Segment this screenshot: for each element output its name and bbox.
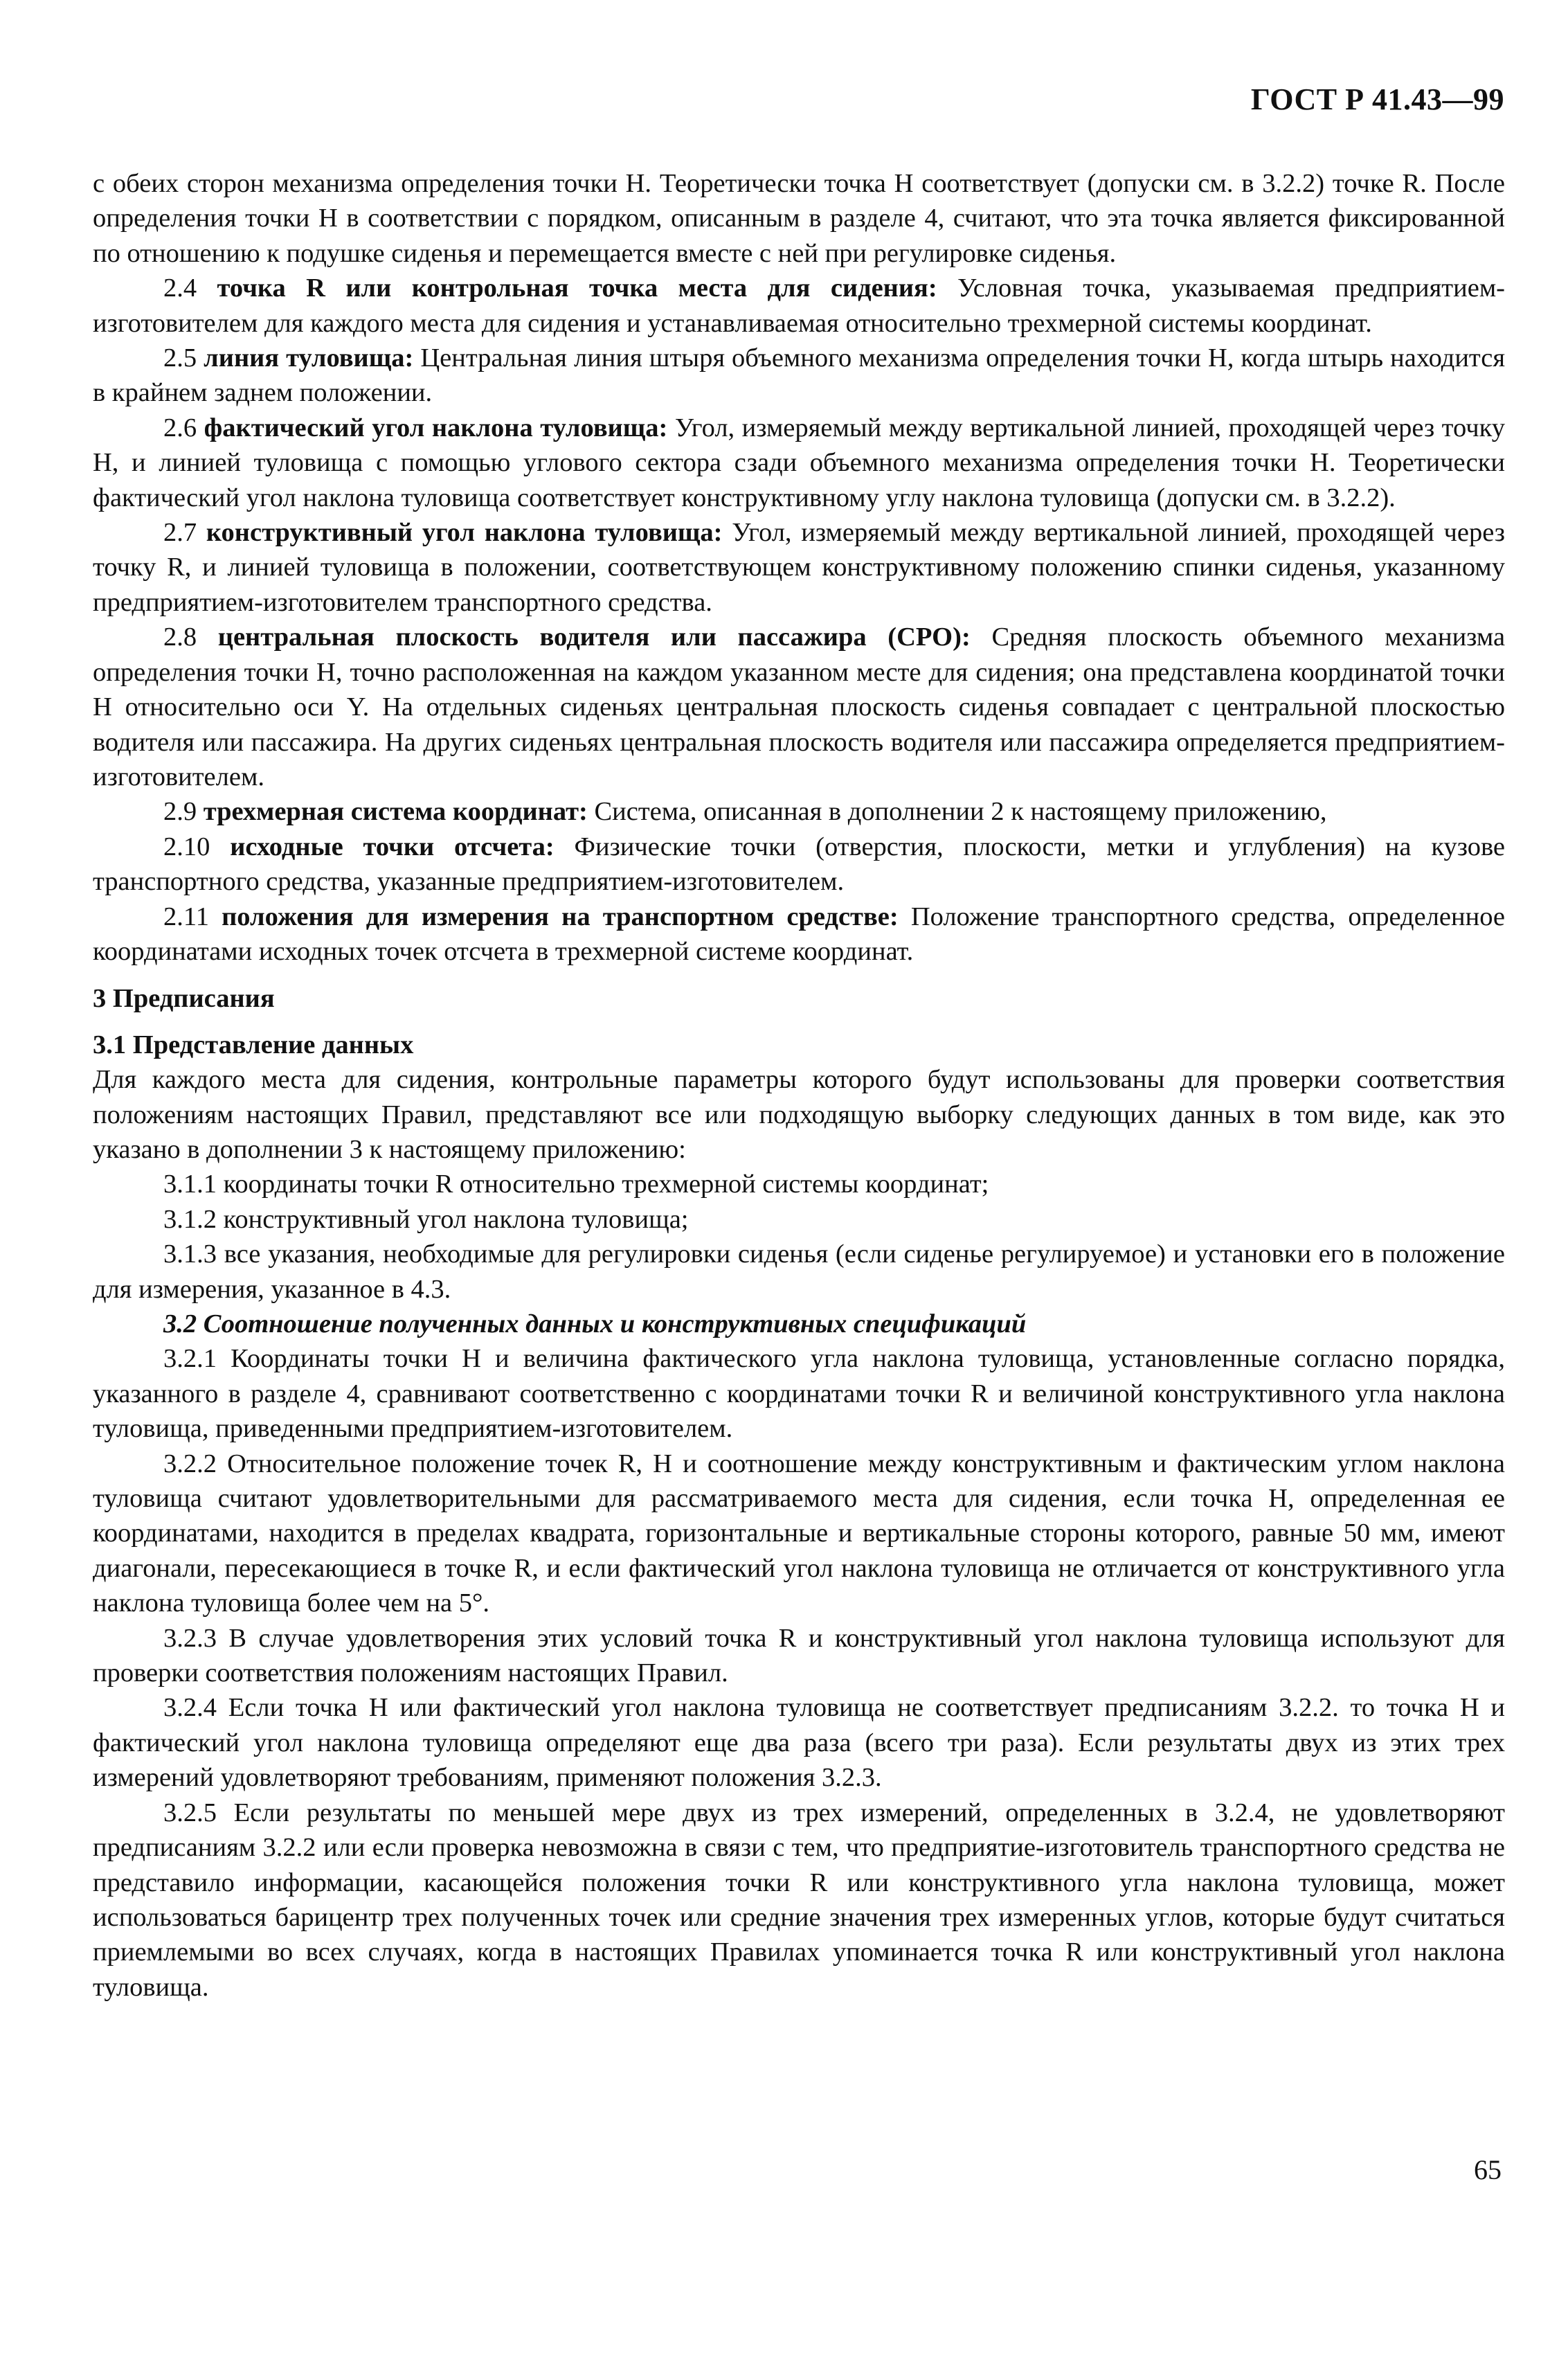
defined-term: линия туловища: [204,343,414,373]
list-item-3-1-1: 3.1.1 координаты точки R относительно трехмерной системы координат; [163,1170,989,1199]
definition-2-5 [93,341,1505,411]
definition-text: Условная точка, указываемая предприятием-изготовителем для каждого места для сидения и устанавливаемая относительно трехмерной системы координат. [93,274,1506,338]
clause-number: 2.7 [163,518,197,548]
clause-number: 2.11 [163,902,209,931]
document-header: ГОСТ Р 41.43—99 [1250,82,1504,116]
clause-number: 2.8 [163,623,197,652]
defined-term: исходные точки отсчета: [230,832,555,861]
clause-number: 2.4 [163,274,197,303]
subsection-heading-3-2: 3.2 Соотношение полученных данных и конструктивных спецификаций [163,1309,1027,1338]
clause-number: 2.10 [163,832,210,861]
list-item-3-1-3: 3.1.3 все указания, необходимые для регулировки сиденья (если сиденье регулируемое) и установки его в положение для измерения, указанное в 4.3. [93,1239,1505,1304]
paragraph-3-2-1: 3.2.1 Координаты точки H и величина фактического угла наклона туловища, установленные согласно порядка, указанного в разделе 4, сравнивают соответственно с координатами точки R и величиной конструктивного угла наклона туловища, приведенными предприятием-изготовителем. [93,1344,1505,1444]
paragraph-3-1: Для каждого места для сидения, контрольные параметры которого будут использованы для проверки соответствия положениям настоящих Правил, представляют все или подходящую выборку следующих данных в том виде, как это указано в дополнении 3 к настоящему приложению: [93,1065,1505,1164]
defined-term: точка R или контрольная точка места для сидения: [217,274,937,303]
clause-number: 2.5 [163,343,197,373]
definition-2-7 [93,515,1505,620]
definition-2-8 [93,620,1505,794]
definition-text: Система, описанная в дополнении 2 к настоящему приложению, [594,797,1327,827]
definition-text: Угол, измеряемый между вертикальной линией, проходящей через точку R, и линией туловища в положении, соответствующем конструктивному положению спинки сиденья, указанному предприятием-изготовителем транспортного средства. [93,518,1506,617]
definition-2-11 [93,899,1505,969]
clause-number: 2.9 [163,797,197,827]
paragraph-3-2-2: 3.2.2 Относительное положение точек R, H и соотношение между конструктивным и фактическим углом наклона туловища считают удовлетворительными для рассматриваемого места для сидения, если точка H, определенная ее координатами, находится в пределах квадрата, горизонтальные и вертикальные стороны которого, равные 50 мм, имеют диагонали, пересекающиеся в точке R, и если фактический угол наклона туловища не отличается от конструктивного угла наклона туловища более чем на 5°. [93,1449,1505,1618]
definition-2-10 [93,830,1505,899]
defined-term: положения для измерения на транспортном средстве: [222,902,899,931]
document-body [93,166,1505,2005]
definition-text: Физические точки (отверстия, плоскости, метки и углубления) на кузове транспортного средства, указанные предприятием-изготовителем. [93,832,1505,897]
defined-term: фактический угол наклона туловища: [204,413,668,442]
paragraph-3-2-4: 3.2.4 Если точка H или фактический угол наклона туловища не соответствует предписаниям 3.2.2. то точка H и фактический угол наклона туловища определяют еще два раза (всего три раза). Если результаты двух из этих трех измерений удовлетворяют требованиям, применяют положения 3.2.3. [93,1693,1505,1793]
list-item-3-1-2: 3.1.2 конструктивный угол наклона туловища; [163,1204,689,1234]
clause-number: 2.6 [163,413,197,442]
definition-2-6 [93,411,1505,515]
definition-text: Угол, измеряемый между вертикальной линией, проходящей через точку H, и линией туловища с помощью углового сектора сзади объемного механизма определения точки H. Теоретически фактический угол наклона туловища соответствует конструктивному углу наклона туловища (допуски см. в 3.2.2). [93,413,1506,512]
definition-text: Центральная линия штыря объемного механизма определения точки H, когда штырь находится в крайнем заднем положении. [93,343,1506,408]
definition-2-4 [93,271,1505,341]
page-number: 65 [1474,2154,1502,2185]
defined-term: центральная плоскость водителя или пассажира (СРО): [217,623,971,652]
definition-text: Положение транспортного средства, определенное координатами исходных точек отсчета в трехмерной системе координат. [93,902,1506,966]
definition-text: Средняя плоскость объемного механизма определения точки H, точно расположенная на каждом указанном месте для сидения; она представлена координатой точки H относительно оси Y. На отдельных сиденьях центральная плоскость сиденья совпадает с центральной плоскостью водителя или пассажира. На других сиденьях центральная плоскость водителя или пассажира определяется предприятием-изготовителем. [93,623,1506,791]
paragraph-continuation: с обеих сторон механизма определения точки H. Теоретически точка H соответствует (допуски см. в 3.2.2) точке R. После определения точки H в соответствии с порядком, описанным в разделе 4, считают, что эта точка является фиксированной по отношению к подушке сиденья и перемещается вместе с ней при регулировке сиденья. [93,169,1505,268]
subsection-heading-3-1: 3.1 Представление данных [93,1030,414,1059]
section-heading-3: 3 Предписания [93,984,275,1014]
definition-2-9 [93,794,1505,829]
defined-term: трехмерная система координат: [203,797,588,827]
paragraph-3-2-5: 3.2.5 Если результаты по меньшей мере двух из трех измерений, определенных в 3.2.4, не удовлетворяют предписаниям 3.2.2 или если проверка невозможна в связи с тем, что предприятие-изготовитель транспортного средства не представило информации, касающейся положения точки R или конструктивного угла наклона туловища, может использоваться барицентр трех полученных точек или средние значения трех измеренных углов, которые будут считаться приемлемыми во всех случаях, когда в настоящих Правилах упоминается точка R или конструктивный угол наклона туловища. [93,1798,1505,2002]
paragraph-3-2-3: 3.2.3 В случае удовлетворения этих условий точка R и конструктивный угол наклона туловища используют для проверки соответствия положениям настоящих Правил. [93,1623,1505,1688]
defined-term: конструктивный угол наклона туловища: [206,518,723,548]
